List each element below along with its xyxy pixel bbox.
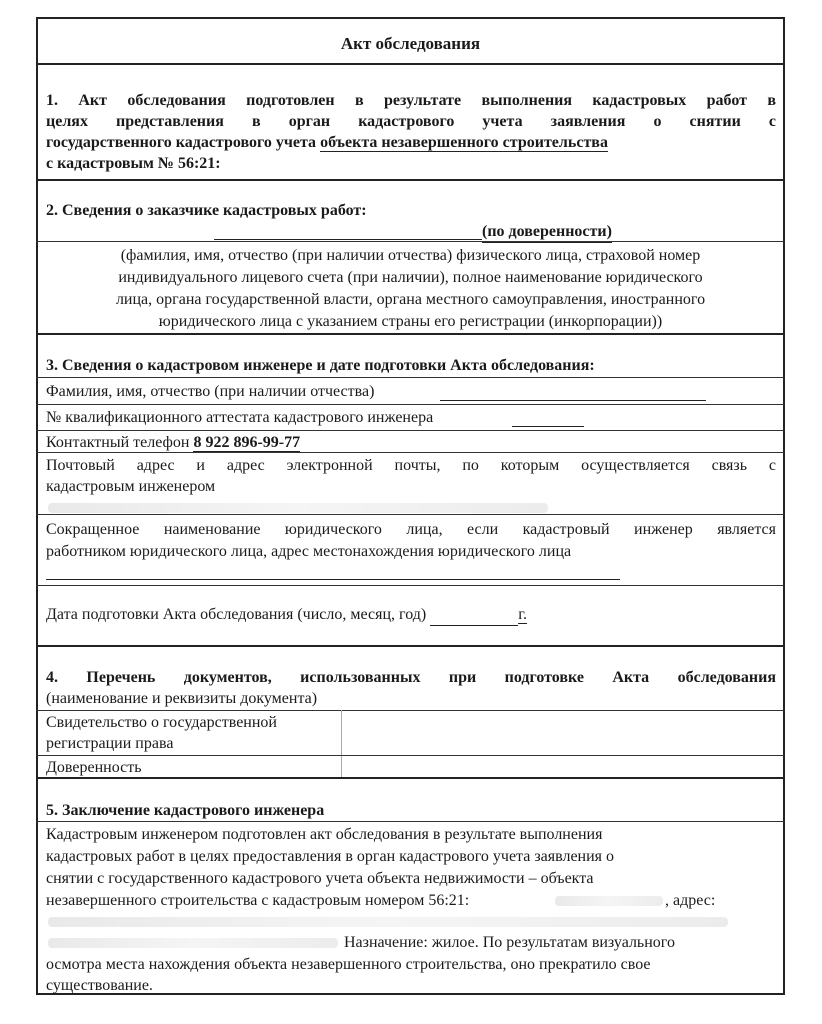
s4-doc1-line1: Свидетельство о государственной xyxy=(46,714,277,731)
s5-tail-1: осмотра места нахождения объекта незавершенного строительства, оно прекратило свое xyxy=(46,956,651,973)
s1-line-1: 1. Акт обследования подготовлен в результате выполнения кадастровых работ в xyxy=(46,92,776,109)
s3-date-row xyxy=(46,604,527,626)
s5-line-2: кадастровых работ в целях предоставления в орган кадастрового учета заявления о xyxy=(46,848,615,865)
divider xyxy=(36,63,785,65)
divider xyxy=(36,755,785,756)
s5-purpose: Назначение: жилое. По результатам визуального xyxy=(344,934,675,951)
org-blank xyxy=(46,579,620,580)
s3-phone: 8 922 896-99-77 xyxy=(193,434,301,451)
document-title: Акт обследования xyxy=(340,34,481,53)
s2-note-2: индивидуального лицевого счета (при наличии), полное наименование юридического xyxy=(118,269,703,286)
s3-fio-label: Фамилия, имя, отчество (при наличии отчества) xyxy=(46,383,375,400)
divider xyxy=(36,452,785,453)
redacted-number xyxy=(555,896,663,906)
fio-blank xyxy=(440,400,706,401)
divider xyxy=(36,645,785,647)
s2-note-1: (фамилия, имя, отчество (при наличии отчества) физического лица, страховой номер xyxy=(120,247,701,264)
s1-line-3-text: государственного кадастрового учета xyxy=(46,134,317,151)
s4-doc2: Доверенность xyxy=(46,759,142,776)
s5-line-3: снятии с государственного кадастрового учета объекта недвижимости – объекта xyxy=(46,870,594,887)
s3-phone-row xyxy=(46,432,300,453)
date-blank xyxy=(430,604,518,626)
s2-note-3: лица, органа государственной власти, органа местного самоуправления, иностранного xyxy=(115,291,706,308)
divider xyxy=(36,179,785,181)
divider xyxy=(36,514,785,515)
s2-heading: 2. Сведения о заказчике кадастровых работ: xyxy=(46,202,367,219)
divider xyxy=(36,333,785,335)
s3-cert-label: № квалификационного аттестата кадастрового инженера xyxy=(46,409,434,426)
s3-postal-1: Почтовый адрес и адрес электронной почты, по которым осуществляется связь с xyxy=(46,457,776,474)
s2-note-4: юридического лица с указанием страны его регистрации (инкорпорации)) xyxy=(158,313,663,330)
s3-postal-2: кадастровым инженером xyxy=(46,478,216,495)
divider xyxy=(36,404,785,405)
s5-tail-2: существование. xyxy=(46,977,153,994)
s3-org-2: работником юридического лица, адрес местонахождения юридического лица xyxy=(46,543,572,560)
divider xyxy=(36,377,785,378)
s3-heading: 3. Сведения о кадастровом инженере и дате подготовки Акта обследования: xyxy=(46,357,595,374)
s1-cadastral-number: с кадастровым № 56:21: xyxy=(46,155,221,172)
s4-doc1-line2: регистрации права xyxy=(46,735,174,752)
s2-proxy: (по доверенности) xyxy=(482,221,612,243)
cert-blank xyxy=(512,426,584,427)
redacted-address-1 xyxy=(48,917,728,927)
s3-phone-label: Контактный телефон xyxy=(46,434,190,451)
s3-org-1: Сокращенное наименование юридического лица, если кадастровый инженер является xyxy=(46,521,776,538)
s1-line-2: целях представления в орган кадастрового учета заявления о снятии с xyxy=(46,113,776,130)
s5-line-4: незавершенного строительства с кадастровым номером 56:21: xyxy=(46,892,470,909)
divider xyxy=(36,585,785,586)
customer-blank xyxy=(214,239,482,240)
s5-line-1: Кадастровым инженером подготовлен акт обследования в результате выполнения xyxy=(46,826,603,843)
s5-heading: 5. Заключение кадастрового инженера xyxy=(46,802,325,819)
divider xyxy=(36,430,785,431)
s1-object-type: объекта незавершенного строительства xyxy=(320,134,608,151)
redacted-address-2 xyxy=(48,938,338,948)
divider xyxy=(36,777,785,779)
redacted-address xyxy=(48,503,548,513)
divider xyxy=(36,821,785,822)
column-divider xyxy=(341,710,342,777)
s4-subheading: (наименование и реквизиты документа) xyxy=(46,690,318,707)
s4-heading: 4. Перечень документов, использованных при подготовке Акта обследования xyxy=(46,669,776,686)
s5-address-label: , адрес: xyxy=(665,892,716,909)
divider xyxy=(36,241,785,242)
s3-date-suffix: г. xyxy=(518,606,527,623)
divider xyxy=(36,710,785,711)
s1-line-3 xyxy=(46,132,608,153)
s3-date-label: Дата подготовки Акта обследования (число, месяц, год) xyxy=(46,606,427,623)
